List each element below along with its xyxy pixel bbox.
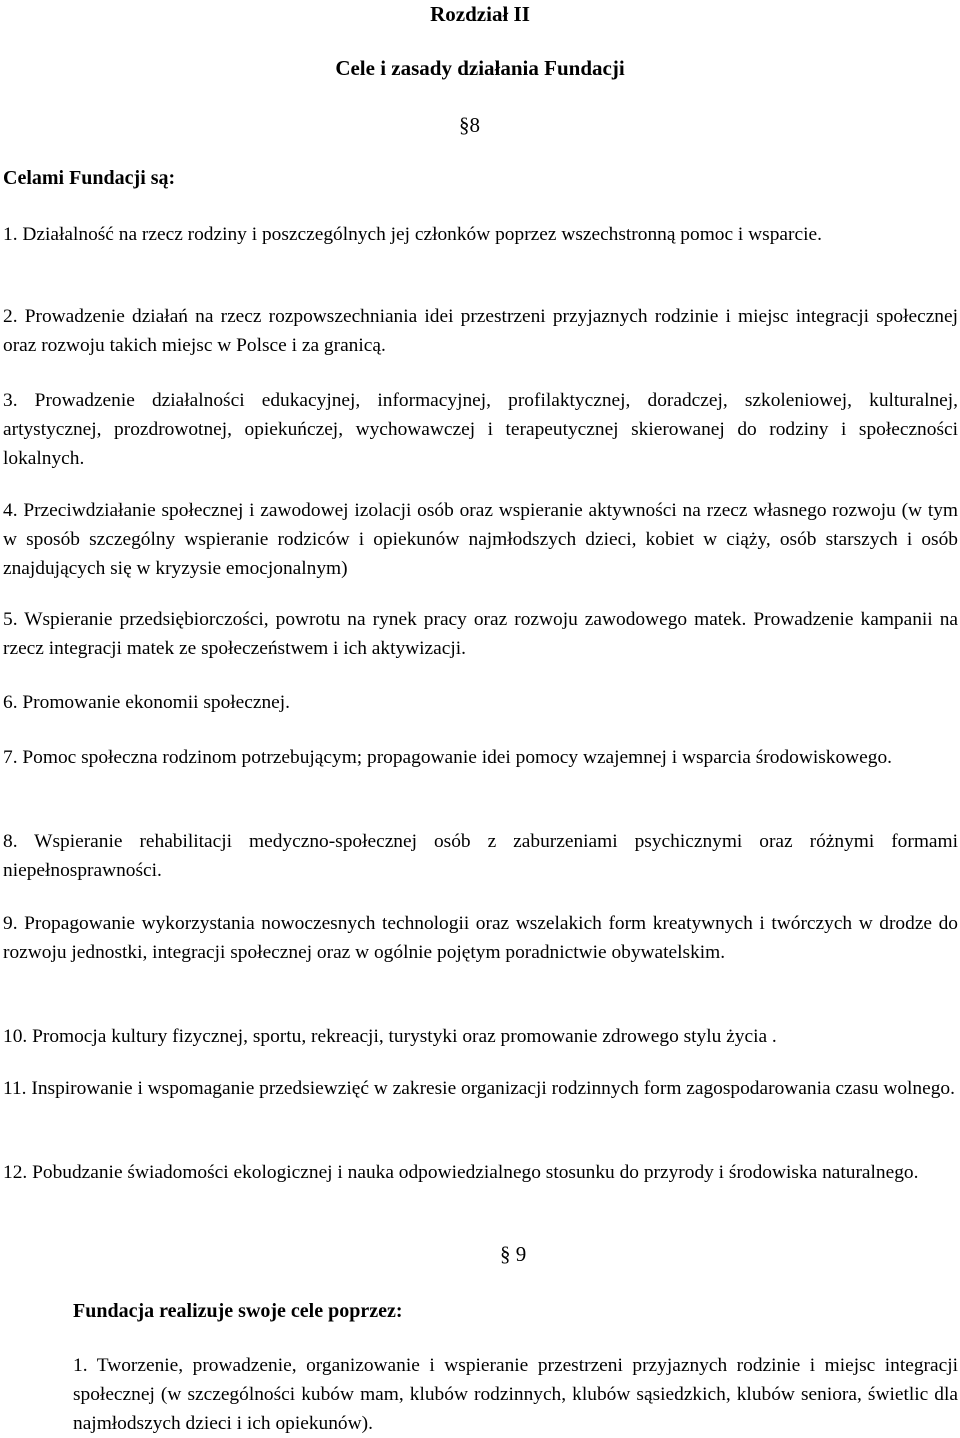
goal-item-5: 5. Wspieranie przedsiębiorczości, powrotu na rynek pracy oraz rozwoju zawodowego matek. Prowadzenie kampanii na rzecz integracji matek ze społeczeństwem i ich aktywizacji. [3, 609, 958, 659]
method-item-1: 1. Tworzenie, prowadzenie, organizowanie i wspieranie przestrzeni przyjaznych rodzinie i miejsc integracji społecznej (w szczególności kubów mam, klubów rodzinnych, klubów sąsiedzkich, klubów seniora, świetlic dla najmłodszych dzieci i ich opiekunów). [73, 1355, 958, 1434]
section-9-lead: Fundacja realizuje swoje cele poprzez: [73, 1300, 403, 1322]
goal-item-6: 6. Promowanie ekonomii społecznej. [3, 692, 291, 713]
goal-item-11: 11. Inspirowanie i wspomaganie przedsiewzięć w zakresie organizacji rodzinnych form zagospodarowania czasu wolnego. [3, 1078, 955, 1099]
chapter-title: Rozdział II [430, 2, 530, 26]
goal-item-1: 1. Działalność na rzecz rodziny i poszczególnych jej członków poprzez wszechstronną pomoc i wsparcie. [3, 224, 822, 245]
section-8-mark: §8 [459, 113, 480, 137]
goal-item-7: 7. Pomoc społeczna rodzinom potrzebującym; propagowanie idei pomocy wzajemnej i wsparcia środowiskowego. [3, 747, 893, 768]
goal-item-3: 3. Prowadzenie działalności edukacyjnej, informacyjnej, profilaktycznej, doradczej, szkoleniowej, kulturalnej, artystycznej, prozdrowotnej, opiekuńczej, wychowawczej i terapeutycznej skierowanej do rodziny i społeczności lokalnych. [3, 390, 958, 469]
chapter-subtitle: Cele i zasady działania Fundacji [335, 56, 625, 80]
goal-item-8: 8. Wspieranie rehabilitacji medyczno-społecznej osób z zaburzeniami psychicznymi oraz różnymi formami niepełnosprawności. [3, 831, 958, 881]
goal-item-9: 9. Propagowanie wykorzystania nowoczesnych technologii oraz wszelakich form kreatywnych i twórczych w drodze do rozwoju jednostki, integracji społecznej oraz w ogólnie pojętym poradnictwie obywatelskim. [3, 913, 958, 963]
goal-item-2: 2. Prowadzenie działań na rzecz rozpowszechniania idei przestrzeni przyjaznych rodzinie i miejsc integracji społecznej oraz rozwoju takich miejsc w Polsce i za granicą. [3, 306, 958, 356]
section-9-mark: § 9 [500, 1242, 527, 1266]
goal-item-10: 10. Promocja kultury fizycznej, sportu, rekreacji, turystyki oraz promowanie zdrowego stylu życia . [3, 1026, 777, 1047]
goal-item-4: 4. Przeciwdziałanie społecznej i zawodowej izolacji osób oraz wspieranie aktywności na rzecz własnego rozwoju (w tym w sposób szczególny wspieranie rodziców i opiekunów najmłodszych dzieci, kobiet w ciąży, osób starszych i osób znajdujących się w kryzysie emocjonalnym) [3, 500, 958, 579]
section-8-lead: Celami Fundacji są: [3, 167, 176, 189]
goal-item-12: 12. Pobudzanie świadomości ekologicznej i nauka odpowiedzialnego stosunku do przyrody i środowiska naturalnego. [3, 1162, 919, 1183]
